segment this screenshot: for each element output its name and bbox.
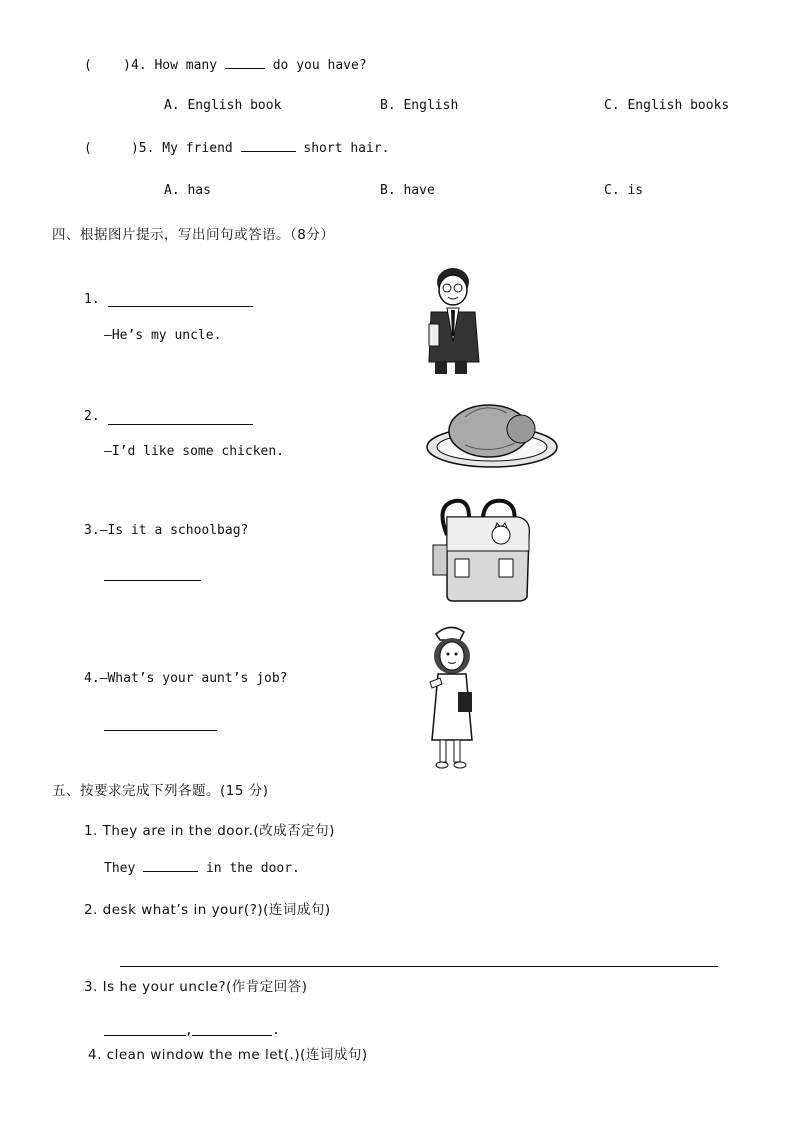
option-a[interactable]: A. has	[164, 183, 211, 198]
option-b[interactable]: B. English	[380, 98, 459, 113]
question-5-stem	[84, 139, 389, 156]
section-4-heading: 四、根据图片提示，写出问句或答语。（8分）	[52, 227, 335, 243]
item-1-answer: —He’s my uncle.	[104, 328, 222, 343]
answer-blank[interactable]	[241, 139, 296, 152]
answer-line[interactable]	[104, 580, 201, 581]
answer-blank[interactable]	[143, 859, 198, 872]
answer-text-after: in the door.	[205, 861, 300, 876]
part5-question-1: 1. They are in the door.(改成否定句)	[84, 823, 335, 839]
question-number: 5.	[138, 141, 155, 156]
part5-question-3: 3. Is he your uncle?(作肯定回答)	[84, 979, 308, 995]
question-4-stem	[84, 56, 367, 73]
stem-text-before: My friend	[162, 141, 233, 156]
part5-question-2: 2. desk what’s in your(?)(连词成句)	[84, 902, 331, 918]
answer-blank[interactable]	[225, 56, 265, 69]
nurse-picture	[420, 622, 490, 772]
item-4-question	[84, 671, 288, 686]
answer-paren: ( )	[84, 141, 139, 156]
answer-line[interactable]	[108, 424, 253, 425]
answer-text-before: They	[104, 861, 136, 876]
answer-line[interactable]	[108, 306, 253, 307]
answer-line[interactable]	[120, 966, 718, 967]
period: .	[272, 1023, 280, 1038]
item-4-text: —What’s your aunt’s job?	[99, 671, 288, 686]
roast-chicken-picture	[425, 395, 560, 473]
part5-question-4: 4. clean window the me let(.)(连词成句)	[88, 1047, 368, 1063]
item-1-number: 1.	[84, 292, 100, 307]
man-with-glasses-picture	[415, 262, 487, 377]
item-2-number: 2.	[84, 409, 100, 424]
answer-paren: ( )	[84, 58, 131, 73]
option-c[interactable]: C. English books	[604, 98, 730, 113]
answer-line[interactable]	[104, 730, 217, 731]
option-a[interactable]: A. English book	[164, 98, 282, 113]
stem-text-after: short hair.	[303, 141, 390, 156]
section-5-heading: 五、按要求完成下列各题。(15 分)	[52, 783, 269, 799]
stem-text-before: How many	[154, 58, 218, 73]
question-number: 4.	[130, 58, 147, 73]
answer-line[interactable]	[104, 1035, 186, 1036]
part5-question-1-answer	[104, 859, 300, 876]
answer-line[interactable]	[192, 1035, 272, 1036]
comma: ,	[185, 1023, 193, 1038]
schoolbag-picture	[425, 495, 537, 605]
stem-text-after: do you have?	[272, 58, 367, 73]
option-c[interactable]: C. is	[604, 183, 644, 198]
item-2-answer: —I’d like some chicken.	[104, 444, 285, 459]
item-3-text: —Is it a schoolbag?	[99, 523, 249, 538]
option-b[interactable]: B. have	[380, 183, 435, 198]
item-3-number: 3.	[84, 523, 100, 538]
item-3-question	[84, 523, 248, 538]
item-4-number: 4.	[84, 671, 100, 686]
